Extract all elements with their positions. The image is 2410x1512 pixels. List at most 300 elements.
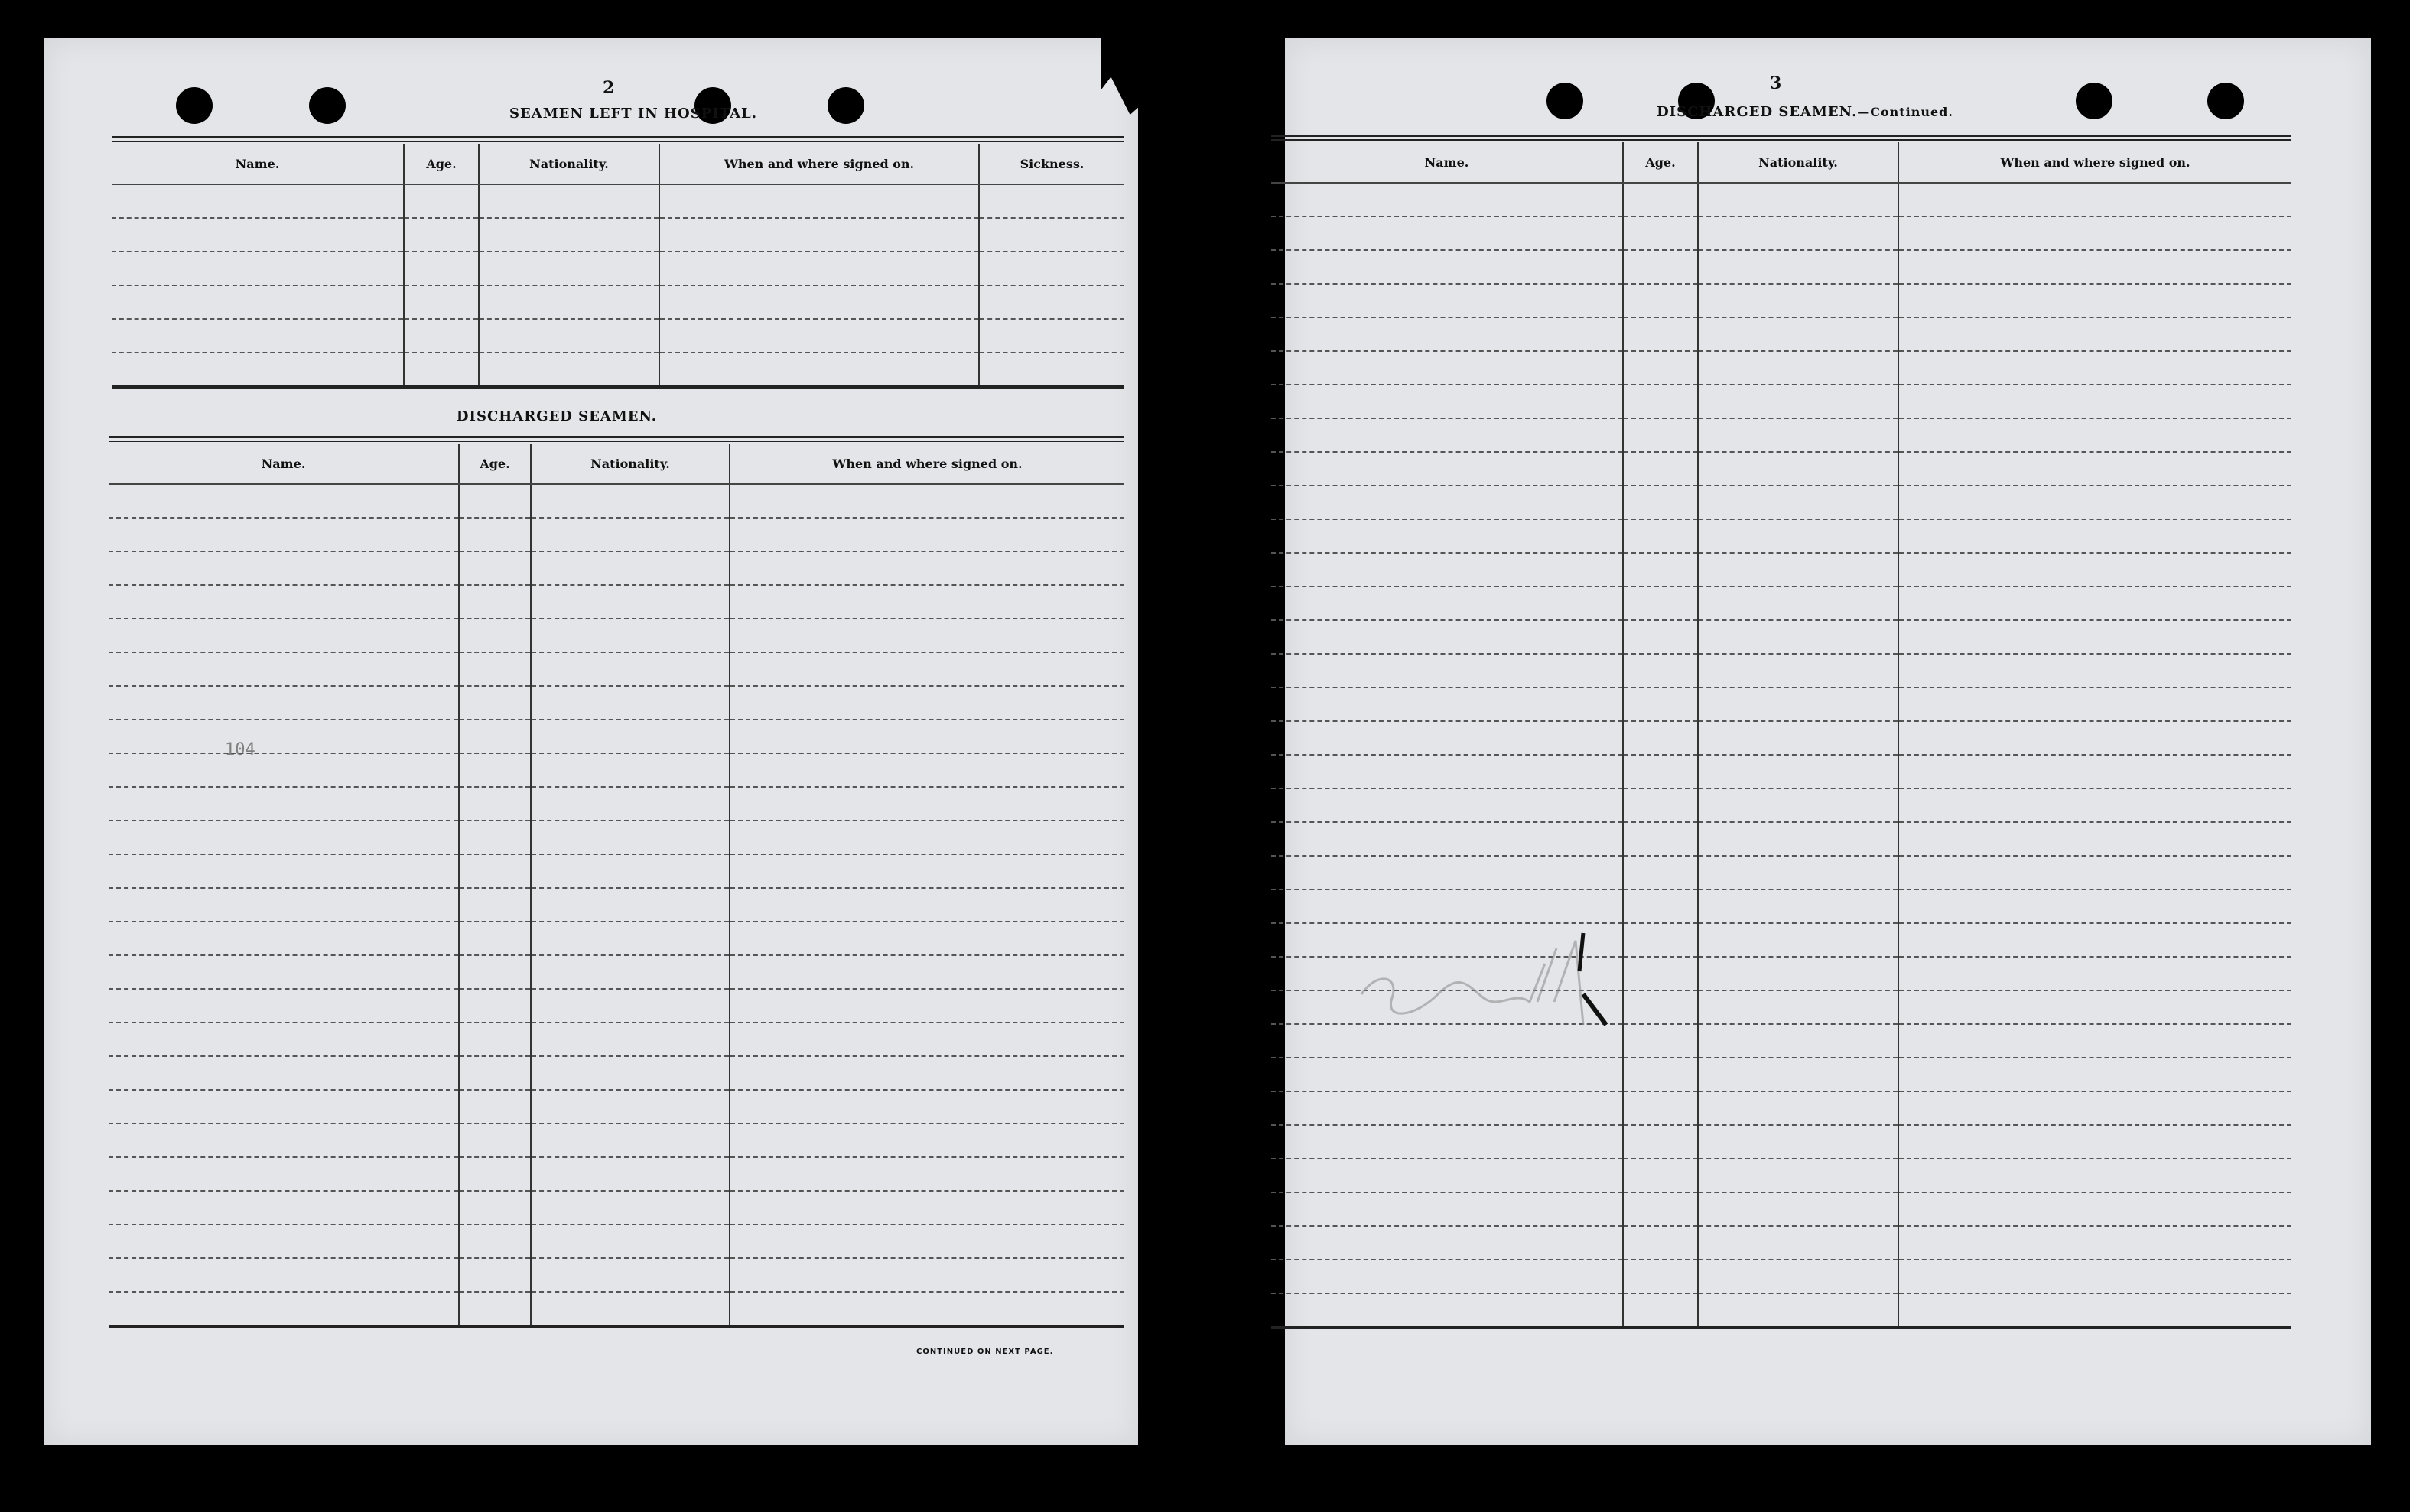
blank-cell bbox=[1698, 789, 1898, 822]
blank-cell bbox=[531, 551, 730, 585]
table-row bbox=[1271, 688, 2291, 721]
table-row bbox=[1271, 1226, 2291, 1260]
blank-cell bbox=[1898, 284, 2291, 317]
blank-cell bbox=[659, 319, 979, 353]
table-row bbox=[109, 585, 1124, 619]
column-header-nationality: Nationality. bbox=[531, 444, 730, 484]
blank-cell bbox=[1271, 183, 1623, 216]
blank-cell bbox=[531, 1056, 730, 1090]
blank-cell bbox=[1623, 957, 1698, 990]
table-row bbox=[112, 319, 1124, 353]
blank-cell bbox=[1698, 486, 1898, 519]
blank-cell bbox=[1698, 654, 1898, 688]
blank-cell bbox=[1623, 789, 1698, 822]
blank-cell bbox=[1898, 317, 2291, 351]
blank-cell bbox=[1623, 1293, 1698, 1328]
blank-cell bbox=[459, 1123, 531, 1157]
table-row bbox=[109, 1258, 1124, 1292]
blank-cell bbox=[1271, 1293, 1623, 1328]
blank-cell bbox=[1698, 587, 1898, 620]
blank-cell bbox=[1623, 1058, 1698, 1091]
blank-cell bbox=[112, 319, 404, 353]
blank-cell bbox=[730, 1191, 1124, 1224]
blank-cell bbox=[459, 1224, 531, 1258]
blank-cell bbox=[1623, 889, 1698, 923]
blank-cell bbox=[109, 1224, 459, 1258]
blank-cell bbox=[531, 888, 730, 922]
blank-cell bbox=[1623, 250, 1698, 284]
blank-cell bbox=[1623, 822, 1698, 856]
blank-cell bbox=[730, 1157, 1124, 1191]
blank-cell bbox=[1898, 519, 2291, 553]
blank-cell bbox=[1623, 519, 1698, 553]
table-row bbox=[109, 551, 1124, 585]
blank-cell bbox=[459, 1090, 531, 1123]
blank-cell bbox=[1898, 183, 2291, 216]
blank-cell bbox=[1271, 553, 1623, 587]
blank-cell bbox=[1698, 755, 1898, 789]
blank-cell bbox=[1698, 250, 1898, 284]
blank-cell bbox=[531, 1090, 730, 1123]
blank-cell bbox=[1271, 385, 1623, 418]
blank-cell bbox=[459, 753, 531, 787]
blank-cell bbox=[730, 1258, 1124, 1292]
blank-cell bbox=[1898, 351, 2291, 385]
blank-cell bbox=[459, 1023, 531, 1056]
table-row bbox=[109, 854, 1124, 888]
blank-cell bbox=[1898, 620, 2291, 654]
blank-cell bbox=[1271, 317, 1623, 351]
blank-cell bbox=[1698, 889, 1898, 923]
blank-cell bbox=[1271, 789, 1623, 822]
table-row bbox=[1271, 553, 2291, 587]
blank-cell bbox=[1898, 418, 2291, 452]
blank-cell bbox=[531, 484, 730, 518]
blank-cell bbox=[1623, 856, 1698, 889]
column-header-age: Age. bbox=[404, 144, 479, 184]
blank-cell bbox=[1271, 452, 1623, 486]
blank-cell bbox=[479, 319, 659, 353]
blank-cell bbox=[1271, 587, 1623, 620]
blank-cell bbox=[531, 753, 730, 787]
blank-cell bbox=[1698, 317, 1898, 351]
table-row bbox=[109, 989, 1124, 1023]
table-row bbox=[109, 1224, 1124, 1258]
blank-cell bbox=[1271, 1091, 1623, 1125]
blank-cell bbox=[1271, 486, 1623, 519]
column-header-nationality: Nationality. bbox=[1698, 142, 1898, 183]
blank-cell bbox=[109, 585, 459, 619]
blank-cell bbox=[1271, 1260, 1623, 1293]
blank-cell bbox=[1623, 587, 1698, 620]
blank-cell bbox=[459, 989, 531, 1023]
blank-cell bbox=[531, 720, 730, 753]
table-row bbox=[1271, 1260, 2291, 1293]
blank-cell bbox=[1698, 923, 1898, 957]
table-row bbox=[109, 821, 1124, 854]
table-row bbox=[109, 1090, 1124, 1123]
table-row bbox=[109, 1123, 1124, 1157]
column-header-sickness: Sickness. bbox=[979, 144, 1124, 184]
table-row bbox=[112, 353, 1124, 387]
blank-cell bbox=[459, 1157, 531, 1191]
blank-cell bbox=[730, 787, 1124, 821]
blank-cell bbox=[1271, 1125, 1623, 1159]
blank-cell bbox=[404, 218, 479, 252]
table-row bbox=[1271, 1125, 2291, 1159]
blank-cell bbox=[109, 619, 459, 652]
blank-cell bbox=[659, 218, 979, 252]
blank-cell bbox=[730, 955, 1124, 989]
blank-cell bbox=[1623, 385, 1698, 418]
blank-cell bbox=[1698, 856, 1898, 889]
blank-cell bbox=[1271, 250, 1623, 284]
blank-cell bbox=[659, 353, 979, 387]
blank-cell bbox=[1271, 856, 1623, 889]
blank-cell bbox=[109, 989, 459, 1023]
blank-cell bbox=[531, 1292, 730, 1326]
blank-cell bbox=[1898, 822, 2291, 856]
table-row bbox=[109, 686, 1124, 720]
blank-cell bbox=[730, 619, 1124, 652]
blank-cell bbox=[459, 1191, 531, 1224]
blank-cell bbox=[109, 686, 459, 720]
blank-cell bbox=[109, 1292, 459, 1326]
table-row bbox=[1271, 1192, 2291, 1226]
blank-cell bbox=[1623, 418, 1698, 452]
blank-cell bbox=[109, 1056, 459, 1090]
blank-cell bbox=[730, 1023, 1124, 1056]
pencil-annotation: 104 bbox=[225, 740, 255, 759]
faint-handwritten-signature bbox=[1354, 918, 1614, 1071]
blank-cell bbox=[730, 720, 1124, 753]
blank-cell bbox=[459, 585, 531, 619]
blank-cell bbox=[1898, 990, 2291, 1024]
table-row bbox=[112, 184, 1124, 218]
table-row bbox=[1271, 721, 2291, 755]
left-page bbox=[44, 38, 1138, 1445]
blank-cell bbox=[531, 1191, 730, 1224]
blank-cell bbox=[459, 1056, 531, 1090]
blank-cell bbox=[1623, 553, 1698, 587]
blank-cell bbox=[1898, 553, 2291, 587]
blank-cell bbox=[1271, 418, 1623, 452]
blank-cell bbox=[1698, 1293, 1898, 1328]
blank-cell bbox=[1623, 1226, 1698, 1260]
blank-cell bbox=[1271, 755, 1623, 789]
blank-cell bbox=[531, 518, 730, 551]
table-row bbox=[109, 1056, 1124, 1090]
blank-cell bbox=[479, 285, 659, 319]
table-row bbox=[1271, 385, 2291, 418]
blank-cell bbox=[109, 720, 459, 753]
blank-cell bbox=[459, 1258, 531, 1292]
blank-cell bbox=[1623, 688, 1698, 721]
blank-cell bbox=[1623, 721, 1698, 755]
blank-cell bbox=[1698, 519, 1898, 553]
blank-cell bbox=[531, 955, 730, 989]
blank-cell bbox=[1898, 1192, 2291, 1226]
table-row bbox=[109, 720, 1124, 753]
blank-cell bbox=[1898, 216, 2291, 250]
table-row bbox=[109, 1292, 1124, 1326]
header-rule bbox=[1271, 135, 2291, 141]
punch-hole bbox=[1546, 83, 1583, 119]
blank-cell bbox=[1623, 317, 1698, 351]
blank-cell bbox=[109, 1258, 459, 1292]
blank-cell bbox=[979, 184, 1124, 218]
table-row bbox=[1271, 1091, 2291, 1125]
blank-cell bbox=[730, 753, 1124, 787]
column-header-signed-on: When and where signed on. bbox=[730, 444, 1124, 484]
table-row bbox=[109, 922, 1124, 955]
blank-cell bbox=[1271, 351, 1623, 385]
page-title-continued: —Continued. bbox=[1857, 105, 1953, 119]
table-row bbox=[109, 1191, 1124, 1224]
blank-cell bbox=[531, 989, 730, 1023]
punch-hole bbox=[309, 87, 346, 124]
blank-cell bbox=[479, 184, 659, 218]
blank-cell bbox=[404, 252, 479, 285]
table-row bbox=[1271, 183, 2291, 216]
blank-cell bbox=[459, 484, 531, 518]
table-row bbox=[1271, 620, 2291, 654]
discharged-section-title: DISCHARGED SEAMEN. bbox=[456, 408, 658, 424]
blank-cell bbox=[109, 518, 459, 551]
blank-cell bbox=[531, 1123, 730, 1157]
blank-cell bbox=[1898, 957, 2291, 990]
blank-cell bbox=[1898, 385, 2291, 418]
column-header-age: Age. bbox=[459, 444, 531, 484]
blank-cell bbox=[109, 753, 459, 787]
discharged-continued-table bbox=[1271, 142, 2291, 1329]
blank-cell bbox=[730, 686, 1124, 720]
blank-cell bbox=[1698, 284, 1898, 317]
table-row bbox=[1271, 519, 2291, 553]
blank-cell bbox=[1898, 688, 2291, 721]
blank-cell bbox=[1271, 1159, 1623, 1192]
blank-cell bbox=[730, 1224, 1124, 1258]
table-row bbox=[1271, 1293, 2291, 1328]
blank-cell bbox=[1623, 1091, 1698, 1125]
blank-cell bbox=[1698, 822, 1898, 856]
blank-cell bbox=[730, 551, 1124, 585]
blank-cell bbox=[109, 1090, 459, 1123]
table-row bbox=[1271, 317, 2291, 351]
blank-cell bbox=[531, 922, 730, 955]
blank-cell bbox=[404, 184, 479, 218]
blank-cell bbox=[1898, 1260, 2291, 1293]
blank-cell bbox=[531, 1224, 730, 1258]
table-row bbox=[1271, 755, 2291, 789]
blank-cell bbox=[1623, 923, 1698, 957]
blank-cell bbox=[459, 518, 531, 551]
blank-cell bbox=[112, 353, 404, 387]
blank-cell bbox=[109, 652, 459, 686]
blank-cell bbox=[1623, 1024, 1698, 1058]
blank-cell bbox=[109, 955, 459, 989]
blank-cell bbox=[979, 353, 1124, 387]
blank-cell bbox=[1271, 519, 1623, 553]
blank-cell bbox=[531, 1157, 730, 1191]
blank-cell bbox=[404, 285, 479, 319]
blank-cell bbox=[531, 1258, 730, 1292]
blank-cell bbox=[459, 854, 531, 888]
table-row bbox=[109, 652, 1124, 686]
blank-cell bbox=[459, 720, 531, 753]
blank-cell bbox=[1898, 755, 2291, 789]
blank-cell bbox=[979, 285, 1124, 319]
blank-cell bbox=[109, 1023, 459, 1056]
blank-cell bbox=[112, 218, 404, 252]
table-row bbox=[112, 285, 1124, 319]
blank-cell bbox=[659, 252, 979, 285]
blank-cell bbox=[1623, 620, 1698, 654]
blank-cell bbox=[1698, 1159, 1898, 1192]
blank-cell bbox=[730, 1056, 1124, 1090]
table-row bbox=[1271, 250, 2291, 284]
punch-hole bbox=[2076, 83, 2112, 119]
torn-edge bbox=[1101, 31, 1293, 115]
table-row bbox=[1271, 418, 2291, 452]
blank-cell bbox=[730, 888, 1124, 922]
table-row bbox=[1271, 486, 2291, 519]
table-row bbox=[1271, 284, 2291, 317]
table-row bbox=[109, 753, 1124, 787]
blank-cell bbox=[109, 551, 459, 585]
blank-cell bbox=[1623, 1125, 1698, 1159]
blank-cell bbox=[1898, 486, 2291, 519]
punch-hole bbox=[176, 87, 213, 124]
blank-cell bbox=[1623, 284, 1698, 317]
blank-cell bbox=[109, 1157, 459, 1191]
blank-cell bbox=[112, 184, 404, 218]
blank-cell bbox=[1623, 351, 1698, 385]
blank-cell bbox=[1623, 1192, 1698, 1226]
blank-cell bbox=[730, 518, 1124, 551]
blank-cell bbox=[1698, 688, 1898, 721]
column-header-age: Age. bbox=[1623, 142, 1698, 183]
blank-cell bbox=[1898, 923, 2291, 957]
blank-cell bbox=[109, 922, 459, 955]
discharged-table bbox=[109, 444, 1124, 1328]
blank-cell bbox=[979, 252, 1124, 285]
blank-cell bbox=[1698, 385, 1898, 418]
blank-cell bbox=[1623, 990, 1698, 1024]
blank-cell bbox=[1271, 1226, 1623, 1260]
blank-cell bbox=[1898, 1024, 2291, 1058]
blank-cell bbox=[1898, 1125, 2291, 1159]
blank-cell bbox=[1698, 1260, 1898, 1293]
blank-cell bbox=[531, 652, 730, 686]
blank-cell bbox=[1698, 553, 1898, 587]
section-rule bbox=[109, 436, 1124, 442]
blank-cell bbox=[459, 1292, 531, 1326]
blank-cell bbox=[531, 854, 730, 888]
blank-cell bbox=[459, 922, 531, 955]
blank-cell bbox=[1898, 1293, 2291, 1328]
column-header-name: Name. bbox=[112, 144, 404, 184]
blank-cell bbox=[479, 353, 659, 387]
blank-cell bbox=[531, 619, 730, 652]
page-number: 2 bbox=[603, 78, 616, 98]
page-title bbox=[1614, 104, 1996, 120]
blank-cell bbox=[1898, 889, 2291, 923]
blank-cell bbox=[459, 551, 531, 585]
hospital-section-title: SEAMEN LEFT IN HOSPITAL. bbox=[509, 106, 757, 122]
blank-cell bbox=[531, 821, 730, 854]
blank-cell bbox=[109, 888, 459, 922]
blank-cell bbox=[1698, 1125, 1898, 1159]
blank-cell bbox=[404, 319, 479, 353]
blank-cell bbox=[730, 484, 1124, 518]
blank-cell bbox=[1623, 654, 1698, 688]
blank-cell bbox=[730, 652, 1124, 686]
blank-cell bbox=[109, 854, 459, 888]
table-row bbox=[109, 955, 1124, 989]
blank-cell bbox=[730, 821, 1124, 854]
table-row bbox=[1271, 822, 2291, 856]
blank-cell bbox=[109, 821, 459, 854]
blank-cell bbox=[459, 821, 531, 854]
blank-cell bbox=[1271, 284, 1623, 317]
table-row bbox=[112, 252, 1124, 285]
blank-cell bbox=[109, 484, 459, 518]
blank-cell bbox=[1698, 452, 1898, 486]
blank-cell bbox=[730, 585, 1124, 619]
continued-note: CONTINUED ON NEXT PAGE. bbox=[916, 1348, 1054, 1356]
column-header-name: Name. bbox=[1271, 142, 1623, 183]
table-row bbox=[109, 888, 1124, 922]
blank-cell bbox=[479, 252, 659, 285]
page-title-main: DISCHARGED SEAMEN. bbox=[1657, 104, 1858, 120]
blank-cell bbox=[1898, 1226, 2291, 1260]
page-number: 3 bbox=[1770, 73, 1783, 93]
blank-cell bbox=[459, 955, 531, 989]
blank-cell bbox=[1898, 587, 2291, 620]
blank-cell bbox=[1698, 1226, 1898, 1260]
table-row bbox=[109, 518, 1124, 551]
table-row bbox=[109, 787, 1124, 821]
table-row bbox=[1271, 654, 2291, 688]
blank-cell bbox=[1271, 620, 1623, 654]
blank-cell bbox=[1898, 654, 2291, 688]
blank-cell bbox=[1698, 721, 1898, 755]
blank-cell bbox=[1698, 418, 1898, 452]
blank-cell bbox=[459, 686, 531, 720]
blank-cell bbox=[531, 1023, 730, 1056]
column-header-signed-on: When and where signed on. bbox=[1898, 142, 2291, 183]
blank-cell bbox=[1898, 721, 2291, 755]
blank-cell bbox=[1898, 452, 2291, 486]
table-row bbox=[1271, 856, 2291, 889]
blank-cell bbox=[1698, 620, 1898, 654]
blank-cell bbox=[1271, 1192, 1623, 1226]
blank-cell bbox=[1271, 721, 1623, 755]
blank-cell bbox=[1698, 351, 1898, 385]
blank-cell bbox=[1898, 856, 2291, 889]
blank-cell bbox=[1623, 1159, 1698, 1192]
blank-cell bbox=[531, 686, 730, 720]
blank-cell bbox=[459, 652, 531, 686]
blank-cell bbox=[1698, 1058, 1898, 1091]
blank-cell bbox=[1623, 216, 1698, 250]
blank-cell bbox=[730, 1123, 1124, 1157]
header-rule bbox=[112, 136, 1124, 142]
blank-cell bbox=[1271, 654, 1623, 688]
punch-hole bbox=[2207, 83, 2244, 119]
blank-cell bbox=[1698, 990, 1898, 1024]
